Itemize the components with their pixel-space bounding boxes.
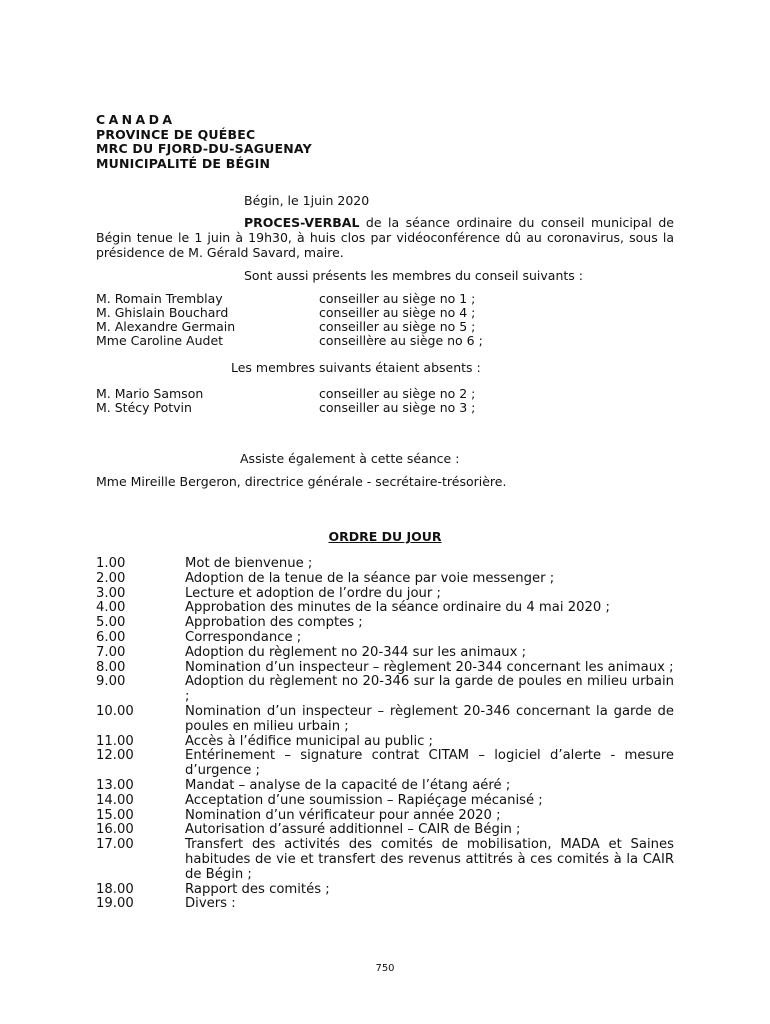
agenda-item-text: Correspondance ; (185, 629, 302, 645)
agenda-item-text: Nomination d’un vérificateur pour année 2020 ; (185, 807, 501, 823)
proces-verbal-text: de la séance ordinaire du conseil municipal de Bégin tenue le 1 juin à 19h30, à huis clos par vidéoconférence dû au coronavirus, sous la présidence de M. Gérald Savard, maire. (96, 215, 674, 260)
agenda-item-number: 4.00 (96, 600, 126, 616)
agenda-item-text: Autorisation d’assuré additionnel – CAIR de Bégin ; (185, 822, 521, 838)
member-role: conseiller au siège no 1 ; (319, 291, 476, 306)
agenda-item-number: 15.00 (96, 807, 134, 823)
agenda-item-number: 19.00 (96, 896, 134, 912)
agenda-item-text: Divers : (185, 896, 236, 912)
agenda-item-text: Mot de bienvenue ; (185, 556, 313, 571)
agenda-item (96, 601, 674, 616)
member-name: M. Ghislain Bouchard (96, 305, 229, 320)
agenda-list (96, 557, 674, 912)
member-name: M. Mario Samson (96, 386, 204, 401)
agenda-item-text: Nomination d’un inspecteur – règlement 20-344 concernant les animaux ; (185, 659, 674, 675)
agenda-item (96, 779, 674, 794)
member-name: M. Stécy Potvin (96, 400, 192, 415)
agenda-item-number: 18.00 (96, 881, 134, 897)
member-role: conseiller au siège no 4 ; (319, 305, 476, 320)
agenda-item-text: Adoption du règlement no 20-346 sur la garde de poules en milieu urbain ; (185, 674, 674, 705)
header-mrc: MRC DU FJORD-DU-SAGUENAY (96, 141, 312, 156)
agenda-item-number: 2.00 (96, 570, 126, 586)
agenda-item (96, 897, 674, 912)
present-intro: Sont aussi présents les membres du conseil suivants : (244, 268, 583, 283)
member-role: conseiller au siège no 2 ; (319, 386, 476, 401)
date-line: Bégin, le 1juin 2020 (244, 193, 370, 208)
agenda-item (96, 794, 674, 809)
member-name: M. Romain Tremblay (96, 291, 223, 306)
agenda-item-number: 12.00 (96, 748, 134, 764)
agenda-item (96, 616, 674, 631)
agenda-item-text: Approbation des minutes de la séance ordinaire du 4 mai 2020 ; (185, 600, 610, 616)
agenda-item-number: 9.00 (96, 674, 126, 690)
member-name: Mme Caroline Audet (96, 333, 224, 348)
agenda-item-number: 6.00 (96, 629, 126, 645)
agenda-item (96, 557, 674, 572)
proces-verbal-label: PROCES-VERBAL (244, 215, 360, 230)
member-name: M. Alexandre Germain (96, 319, 236, 334)
agenda-item-number: 13.00 (96, 777, 134, 793)
agenda-item-number: 8.00 (96, 659, 126, 675)
agenda-item-text: Nomination d’un inspecteur – règlement 20-346 concernant la garde de poules en milieu urbain ; (185, 703, 674, 734)
agenda-item-text: Transfert des activités des comités de mobilisation, MADA et Saines habitudes de vie et transfert des revenus attitrés à ces comités à la CAIR de Bégin ; (185, 837, 674, 882)
header-municipality: MUNICIPALITÉ DE BÉGIN (96, 155, 271, 171)
agenda-item-number: 16.00 (96, 822, 134, 838)
agenda-item-text: Approbation des comptes ; (185, 615, 363, 631)
member-role: conseiller au siège no 3 ; (319, 400, 476, 415)
agenda-item (96, 675, 674, 705)
agenda-item-text: Mandat – analyse de la capacité de l’étang aéré ; (185, 777, 511, 793)
agenda-item-text: Adoption du règlement no 20-344 sur les animaux ; (185, 644, 527, 660)
agenda-item (96, 883, 674, 898)
agenda-item-text: Rapport des comités ; (185, 881, 330, 897)
header-province: PROVINCE DE QUÉBEC (96, 126, 256, 142)
agenda-item-text: Acceptation d’une soumission – Rapiéçage mécanisé ; (185, 792, 543, 808)
header-country: CANADA (96, 112, 176, 127)
agenda-item (96, 631, 674, 646)
agenda-title: ORDRE DU JOUR (328, 529, 442, 544)
agenda-item-text: Accès à l’édifice municipal au public ; (185, 733, 433, 749)
document-header (96, 113, 312, 171)
agenda-item-number: 5.00 (96, 615, 126, 631)
agenda-item-number: 11.00 (96, 733, 134, 749)
page-number: 750 (375, 963, 395, 974)
agenda-item (96, 705, 674, 735)
agenda-item (96, 838, 674, 882)
assiste-intro: Assiste également à cette séance : (240, 451, 460, 466)
agenda-item (96, 646, 674, 661)
proces-verbal-paragraph (96, 215, 674, 260)
agenda-item-number: 14.00 (96, 792, 134, 808)
agenda-item-number: 17.00 (96, 837, 134, 853)
agenda-item-number: 3.00 (96, 585, 126, 601)
absent-intro: Les membres suivants étaient absents : (231, 360, 481, 375)
agenda-item-text: Entérinement – signature contrat CITAM – logiciel d’alerte - mesure d’urgence ; (185, 748, 674, 779)
assiste-person: Mme Mireille Bergeron, directrice générale - secrétaire-trésorière. (96, 474, 507, 489)
agenda-item-number: 1.00 (96, 556, 126, 571)
member-role: conseillère au siège no 6 ; (319, 333, 483, 348)
agenda-item-text: Lecture et adoption de l’ordre du jour ; (185, 585, 441, 601)
agenda-item (96, 823, 674, 838)
agenda-item (96, 572, 674, 587)
agenda-item (96, 749, 674, 779)
agenda-item-number: 7.00 (96, 644, 126, 660)
agenda-item-text: Adoption de la tenue de la séance par voie messenger ; (185, 570, 555, 586)
member-role: conseiller au siège no 5 ; (319, 319, 476, 334)
agenda-item-number: 10.00 (96, 703, 134, 719)
